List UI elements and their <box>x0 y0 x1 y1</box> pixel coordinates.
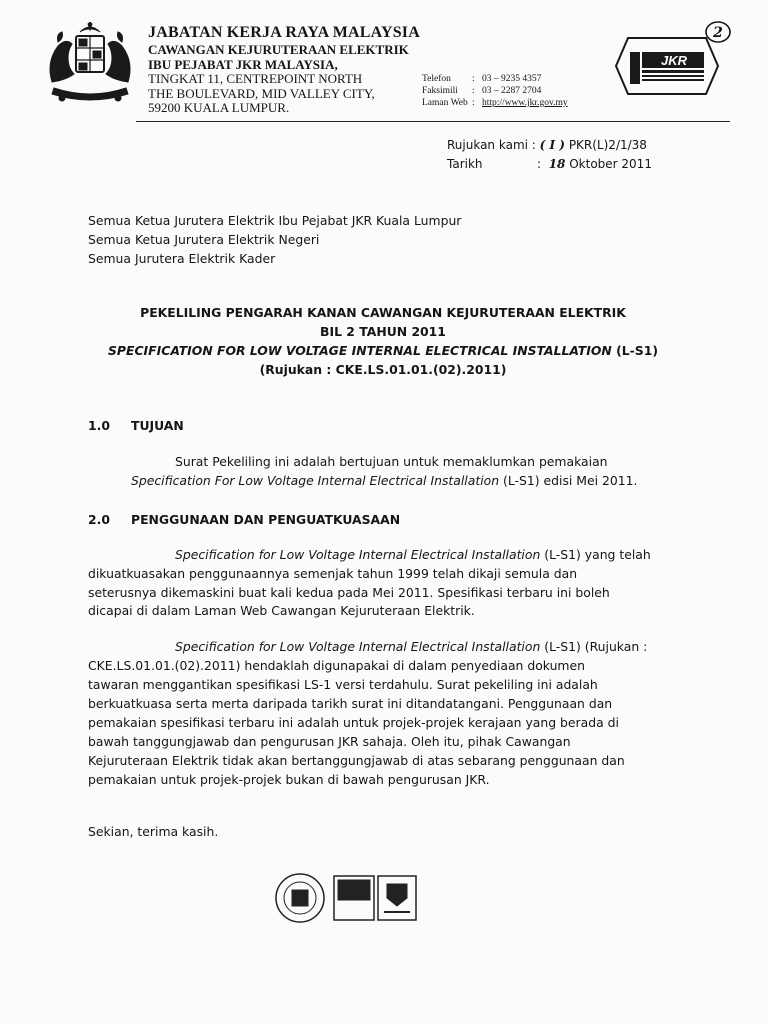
reference-date: Tarikh : 18 Oktober 2011 <box>447 157 652 171</box>
circular-title: PEKELILING PENGARAH KANAN CAWANGAN KEJURUTERAAN ELEKTRIK <box>140 305 626 320</box>
recipient-line: Semua Jurutera Elektrik Kader <box>88 251 276 266</box>
paragraph-line: Kejuruteraan Elektrik tidak akan bertanggungjawab di atas sebarang penggunaan dan <box>88 753 625 768</box>
letterhead-divider <box>136 121 730 122</box>
paragraph-line: berkuatkuasa serta merta daripada tarikh surat ini ditandatangani. Penggunaan dan <box>88 696 613 711</box>
section-title: PENGGUNAAN DAN PENGUATKUASAAN <box>131 512 401 527</box>
branch-name: CAWANGAN KEJURUTERAAN ELEKTRIK <box>148 42 409 57</box>
paragraph-line: dikuatkuasakan penggunaannya semenjak tahun 1999 telah dikaji semula dan <box>88 566 578 581</box>
circular-number: BIL 2 TAHUN 2011 <box>320 324 446 339</box>
malaysia-coat-of-arms-icon <box>44 22 136 106</box>
address-line-2: THE BOULEVARD, MID VALLEY CITY, <box>148 86 375 101</box>
jkr-logo-icon <box>614 36 720 96</box>
specification-title: SPECIFICATION FOR LOW VOLTAGE INTERNAL ELECTRICAL INSTALLATION (L-S1) <box>107 343 659 358</box>
paragraph-line: Specification For Low Voltage Internal Electrical Installation (L-S1) edisi Mei 2011. <box>131 473 638 488</box>
paragraph-line: seterusnya dikemaskini buat kali kedua pada Mei 2011. Spesifikasi terbaru ini boleh <box>88 585 610 600</box>
reference-number: Rujukan kami : ( I ) PKR(L)2/1/38 <box>447 138 647 152</box>
website-link[interactable]: http://www.jkr.gov.my <box>482 98 568 108</box>
reference-code: (Rujukan : CKE.LS.01.01.(02).2011) <box>259 362 507 377</box>
paragraph-line: tawaran menggantikan spesifikasi LS-1 versi terdahulu. Surat pekeliling ini adalah <box>88 677 598 692</box>
paragraph-line: pemakaian spesifikasi terbaru ini adalah untuk projek-projek kerajaan yang berada di <box>88 715 619 730</box>
contact-fax: Faksimili : 03 – 2287 2704 <box>422 86 542 96</box>
paragraph-line: Specification for Low Voltage Internal Electrical Installation (L-S1) yang telah <box>175 547 651 562</box>
page-number: 2 <box>713 25 723 41</box>
address-line-1: TINGKAT 11, CENTREPOINT NORTH <box>148 71 363 86</box>
recipient-line: Semua Ketua Jurutera Elektrik Ibu Pejabat JKR Kuala Lumpur <box>88 213 462 228</box>
section-number: 1.0 <box>88 418 110 433</box>
organization-name: JABATAN KERJA RAYA MALAYSIA <box>148 24 420 41</box>
office-name: IBU PEJABAT JKR MALAYSIA, <box>148 57 338 72</box>
contact-website: Laman Web : http://www.jkr.gov.my <box>422 98 568 108</box>
closing-line: Sekian, terima kasih. <box>88 824 219 839</box>
paragraph-line: Specification for Low Voltage Internal Electrical Installation (L-S1) (Rujukan : <box>175 639 648 654</box>
section-title: TUJUAN <box>131 418 184 433</box>
section-number: 2.0 <box>88 512 110 527</box>
paragraph-line: CKE.LS.01.01.(02).2011) hendaklah digunapakai di dalam penyediaan dokumen <box>88 658 585 673</box>
paragraph-line: Surat Pekeliling ini adalah bertujuan untuk memaklumkan pemakaian <box>175 454 608 469</box>
address-line-3: 59200 KUALA LUMPUR. <box>148 100 290 115</box>
paragraph-line: bawah tanggungjawab dan pengurusan JKR sahaja. Oleh itu, pihak Cawangan <box>88 734 571 749</box>
recipient-line: Semua Ketua Jurutera Elektrik Negeri <box>88 232 320 247</box>
paragraph-line: dicapai di dalam Laman Web Cawangan Kejuruteraan Elektrik. <box>88 603 475 618</box>
page-number-mark <box>704 20 732 44</box>
contact-telephone: Telefon : 03 – 9235 4357 <box>422 74 542 84</box>
certification-logos-icon <box>270 868 420 928</box>
paragraph-line: pemakaian untuk projek-projek bukan di bawah pengurusan JKR. <box>88 772 490 787</box>
jkr-logo-text: JKR <box>660 53 688 68</box>
